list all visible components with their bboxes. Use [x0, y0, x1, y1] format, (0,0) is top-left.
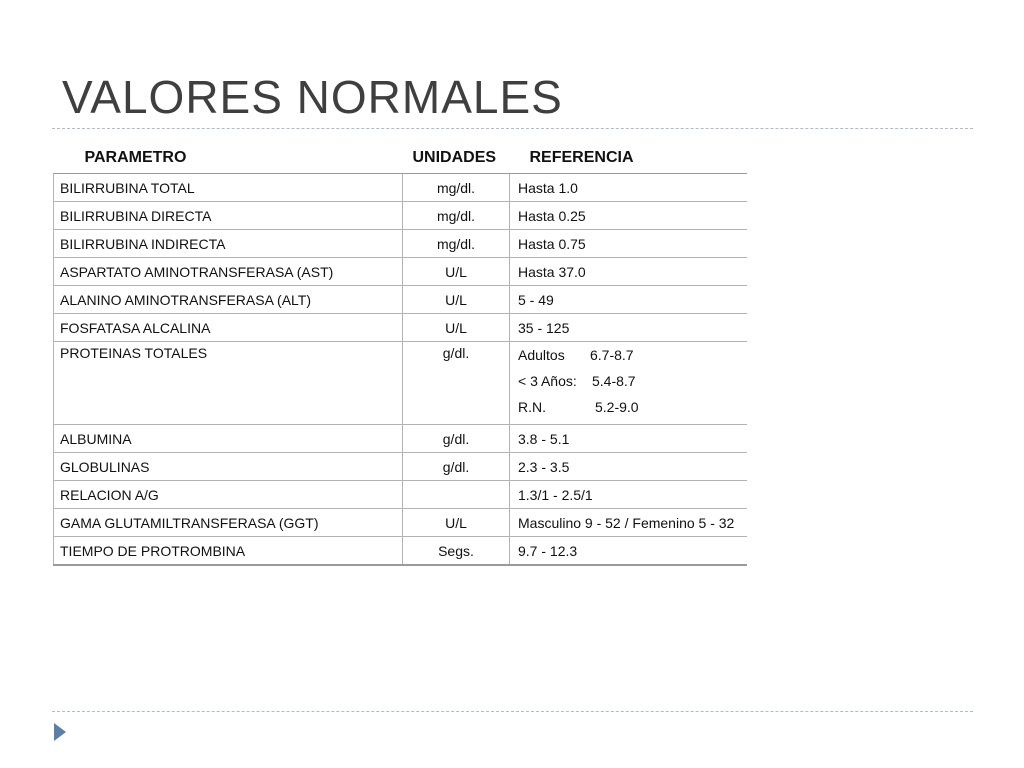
table-row [54, 174, 747, 202]
slide-title: VALORES NORMALES [62, 71, 563, 123]
reference-line [518, 345, 747, 371]
cell-parametro: RELACION A/G [54, 481, 403, 509]
cell-referencia: Masculino 9 - 52 / Femenino 5 - 32 [510, 509, 747, 537]
cell-unidades: mg/dl. [403, 202, 510, 230]
table-body [54, 174, 747, 566]
header-unidades: UNIDADES [403, 143, 510, 174]
table-row [54, 314, 747, 342]
reference-line-label: < 3 Años: [518, 373, 577, 389]
cell-parametro: GLOBULINAS [54, 453, 403, 481]
table-row [54, 481, 747, 509]
reference-line-value: 5.2-9.0 [595, 399, 639, 415]
cell-unidades: U/L [403, 314, 510, 342]
cell-unidades [403, 481, 510, 509]
cell-parametro: ALANINO AMINOTRANSFERASA (ALT) [54, 286, 403, 314]
cell-unidades: g/dl. [403, 453, 510, 481]
cell-referencia: 1.3/1 - 2.5/1 [510, 481, 747, 509]
reference-line [518, 397, 747, 423]
cell-parametro: FOSFATASA ALCALINA [54, 314, 403, 342]
cell-unidades: U/L [403, 509, 510, 537]
cell-parametro: ALBUMINA [54, 425, 403, 453]
cell-parametro: GAMA GLUTAMILTRANSFERASA (GGT) [54, 509, 403, 537]
header-parametro: PARAMETRO [54, 143, 403, 174]
cell-unidades: Segs. [403, 537, 510, 566]
title-divider [52, 128, 973, 129]
cell-parametro: PROTEINAS TOTALES [54, 342, 403, 425]
cell-referencia: 3.8 - 5.1 [510, 425, 747, 453]
cell-unidades: mg/dl. [403, 174, 510, 202]
cell-referencia-multiline [510, 342, 747, 425]
cell-referencia: 5 - 49 [510, 286, 747, 314]
table-row [54, 258, 747, 286]
table-row [54, 537, 747, 566]
table-row [54, 286, 747, 314]
cell-unidades: g/dl. [403, 342, 510, 425]
cell-referencia: Hasta 0.25 [510, 202, 747, 230]
reference-values-table [53, 143, 747, 566]
reference-line [518, 371, 747, 397]
table-row [54, 509, 747, 537]
reference-line-value: 5.4-8.7 [592, 373, 636, 389]
reference-values-table-container [53, 143, 746, 566]
cell-parametro: BILIRRUBINA INDIRECTA [54, 230, 403, 258]
reference-line-value: 6.7-8.7 [590, 347, 634, 363]
reference-line-label: R.N. [518, 399, 546, 415]
cell-referencia: 2.3 - 3.5 [510, 453, 747, 481]
table-row [54, 230, 747, 258]
cell-referencia: Hasta 37.0 [510, 258, 747, 286]
table-header [54, 143, 747, 174]
table-row [54, 202, 747, 230]
cell-unidades: g/dl. [403, 425, 510, 453]
table-row [54, 342, 747, 425]
cell-parametro: BILIRRUBINA DIRECTA [54, 202, 403, 230]
cell-unidades: U/L [403, 286, 510, 314]
table-row [54, 453, 747, 481]
cell-unidades: U/L [403, 258, 510, 286]
cell-parametro: TIEMPO DE PROTROMBINA [54, 537, 403, 566]
reference-line-label: Adultos [518, 347, 565, 363]
table-row [54, 425, 747, 453]
cell-parametro: BILIRRUBINA TOTAL [54, 174, 403, 202]
header-referencia: REFERENCIA [510, 143, 747, 174]
cell-referencia: Hasta 0.75 [510, 230, 747, 258]
cell-referencia: 35 - 125 [510, 314, 747, 342]
footer-divider [52, 711, 973, 712]
cell-parametro: ASPARTATO AMINOTRANSFERASA (AST) [54, 258, 403, 286]
header-row [54, 143, 747, 174]
cell-referencia: 9.7 - 12.3 [510, 537, 747, 566]
cell-unidades: mg/dl. [403, 230, 510, 258]
triangle-bullet-icon [54, 723, 66, 741]
cell-referencia: Hasta 1.0 [510, 174, 747, 202]
